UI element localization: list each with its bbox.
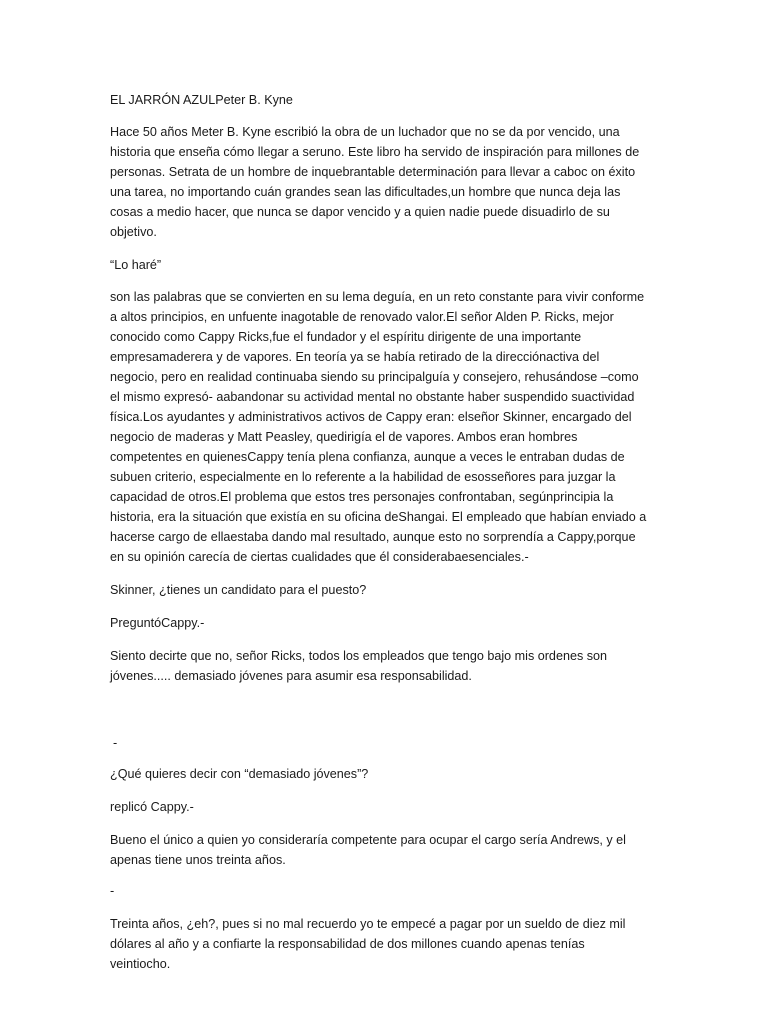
paragraph-line: hacerse cargo de ellaestaba dando mal resultado, aunque esto no sorprendía a Cappy,porque <box>110 530 636 544</box>
paragraph-line: física.Los ayudantes y administrativos activos de Cappy eran: elseñor Skinner, encargado del <box>110 410 632 424</box>
dialogue-line: Bueno el único a quien yo consideraría competente para ocupar el cargo sería Andrews, y el <box>110 833 626 847</box>
skinner-question-paragraph <box>110 580 665 600</box>
dash-paragraph-1 <box>113 733 668 753</box>
paragraph-line: en su opinión carecía de ciertas cualidades que él considerabaesenciales.- <box>110 550 529 564</box>
replico-paragraph <box>110 797 665 817</box>
treinta-paragraph <box>110 914 665 974</box>
dialogue-line: PreguntóCappy.- <box>110 616 205 630</box>
paragraph-line: subuen criterio, especialmente en lo referente a la habilidad de esosseñores para juzgar la <box>110 470 616 484</box>
dialogue-line: apenas tiene unos treinta años. <box>110 853 286 867</box>
dash-paragraph-2 <box>110 881 665 901</box>
intro-paragraph <box>110 122 665 242</box>
paragraph-line: historia, era la situación que existía en su oficina deShangai. El empleado que habían enviado a <box>110 510 647 524</box>
quote-paragraph <box>110 255 665 275</box>
andrews-paragraph <box>110 830 665 870</box>
paragraph-line: objetivo. <box>110 225 157 239</box>
dialogue-line: veintiocho. <box>110 957 171 971</box>
dialogue-line: ¿Qué quieres decir con “demasiado jóvenes”? <box>110 767 369 781</box>
paragraph-line: empresamaderera y de vapores. En teoría ya se había retirado de la direcciónactiva del <box>110 350 600 364</box>
body-paragraph <box>110 287 665 567</box>
paragraph-line: Hace 50 años Meter B. Kyne escribió la obra de un luchador que no se da por vencido, una <box>110 125 620 139</box>
pregunto-paragraph <box>110 613 665 633</box>
paragraph-line: a altos principios, en unfuente inagotable de renovado valor.El señor Alden P. Ricks, mejor <box>110 310 614 324</box>
skinner-reply-paragraph <box>110 646 665 686</box>
paragraph-line: personas. Setrata de un hombre de inquebrantable determinación para llevar a caboc on éxito <box>110 165 636 179</box>
paragraph-line: son las palabras que se convierten en su lema deguía, en un reto constante para vivir conforme <box>110 290 645 304</box>
paragraph-line: negocio de maderas y Matt Peasley, quedirigía el de vapores. Ambos eran hombres <box>110 430 578 444</box>
dialogue-line: Siento decirte que no, señor Ricks, todos los empleados que tengo bajo mis ordenes son <box>110 649 608 663</box>
paragraph-line: conocido como Cappy Ricks,fue el fundador y el espíritu dirigente de una importante <box>110 330 582 344</box>
paragraph-line: capacidad de otros.El problema que estos tres personajes confrontaban, segúnprincipia la <box>110 490 614 504</box>
title-line: EL JARRÓN AZULPeter B. Kyne <box>110 93 293 107</box>
paragraph-line: una tarea, no importando cuán grandes sean las dificultades,un hombre que nunca deja las <box>110 185 621 199</box>
que-quieres-paragraph <box>110 764 665 784</box>
paragraph-line: negocio, pero en realidad continuaba siendo su principalguía y consejero, rehusándose –como <box>110 370 639 384</box>
quote-line: “Lo haré” <box>110 258 162 272</box>
paragraph-line: el mismo expresó- aabandonar su actividad mental no obstante haber suspendido suactividad <box>110 390 635 404</box>
dialogue-line: replicó Cappy.- <box>110 800 194 814</box>
paragraph-line: historia que enseña cómo llegar a seruno. Este libro ha servido de inspiración para millones de <box>110 145 640 159</box>
dash-line: - <box>113 736 118 750</box>
paragraph-line: cosas a medio hacer, que nunca se dapor vencido y a quien nadie puede disuadirlo de su <box>110 205 610 219</box>
dialogue-line: jóvenes..... demasiado jóvenes para asumir esa responsabilidad. <box>110 669 472 683</box>
paragraph-line: competentes en quienesCappy tenía plena confianza, aunque a veces le entraban dudas de <box>110 450 625 464</box>
dialogue-line: Skinner, ¿tienes un candidato para el puesto? <box>110 583 367 597</box>
document-title <box>110 90 665 110</box>
dialogue-line: Treinta años, ¿eh?, pues si no mal recuerdo yo te empecé a pagar por un sueldo de diez mil <box>110 917 626 931</box>
dash-line: - <box>110 884 115 898</box>
dialogue-line: dólares al año y a confiarte la responsabilidad de dos millones cuando apenas tenías <box>110 937 585 951</box>
